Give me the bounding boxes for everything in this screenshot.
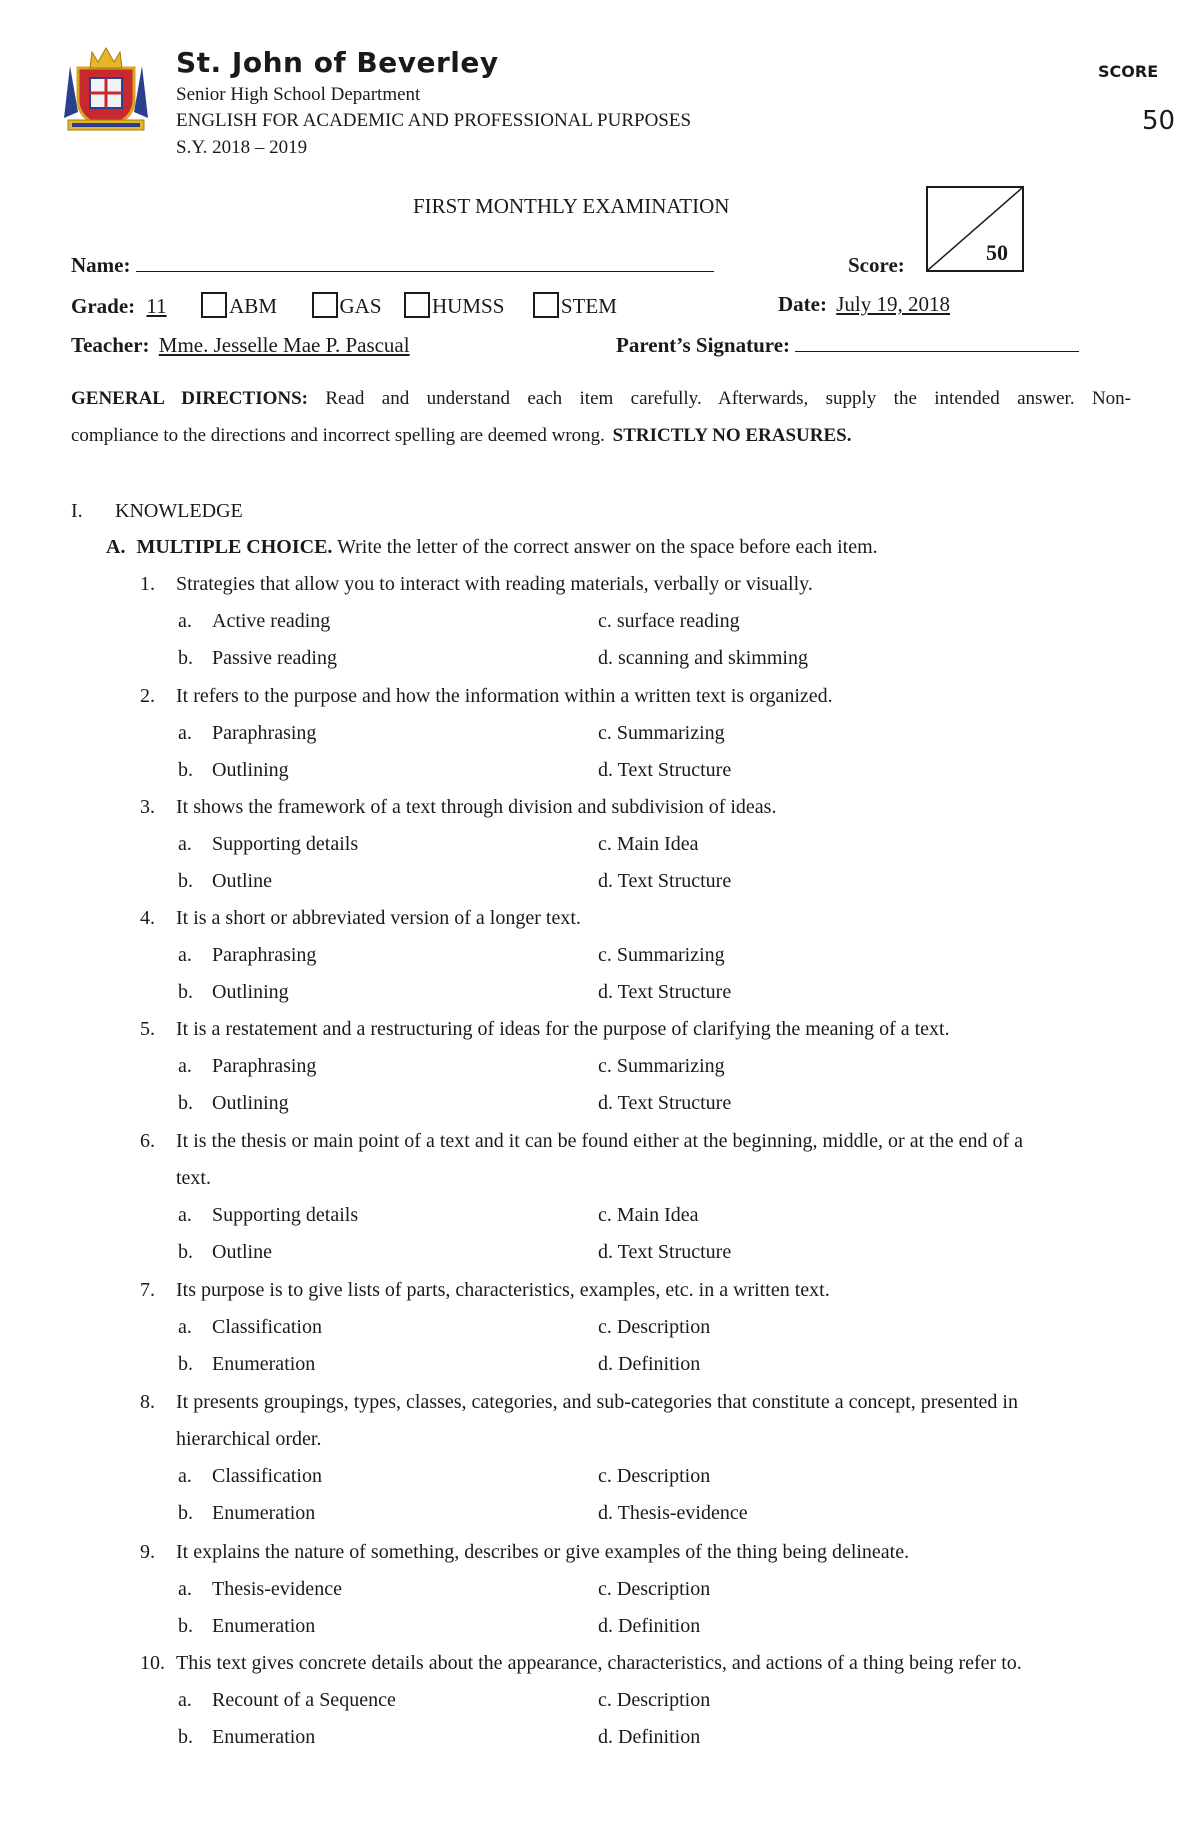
question-text: It presents groupings, types, classes, categories, and sub-categories that constitute a concept, presented in [176, 1391, 1018, 1413]
option-a-letter: a. [178, 722, 192, 744]
name-field[interactable] [136, 253, 714, 272]
strand-humss[interactable] [404, 294, 504, 318]
directions-line-1 [71, 388, 1131, 410]
score-value: 50 [1142, 106, 1176, 136]
option-b-letter: b. [178, 870, 193, 892]
option-b: Outline [212, 870, 272, 892]
option-a-letter: a. [178, 944, 192, 966]
option-b-letter: b. [178, 1092, 193, 1114]
signature-row [616, 333, 1079, 358]
strand-humss-label: HUMSS [432, 294, 505, 318]
subject-title: ENGLISH FOR ACADEMIC AND PROFESSIONAL PURPOSES [176, 110, 692, 131]
option-a: Recount of a Sequence [212, 1689, 396, 1711]
question-text: It is a restatement and a restructuring of ideas for the purpose of clarifying the meaning of a text. [176, 1018, 950, 1040]
option-d: d. Text Structure [598, 1241, 732, 1263]
option-d: d. Definition [598, 1726, 701, 1748]
option-c: c. surface reading [598, 610, 740, 632]
date-row [778, 292, 950, 317]
option-a: Paraphrasing [212, 1055, 317, 1077]
option-c: c. Main Idea [598, 1204, 699, 1226]
section-title: KNOWLEDGE [115, 500, 243, 522]
question-text: Its purpose is to give lists of parts, characteristics, examples, etc. in a written text. [176, 1279, 830, 1301]
exam-title: FIRST MONTHLY EXAMINATION [413, 194, 730, 218]
signature-field[interactable] [795, 333, 1079, 352]
option-c: c. Description [598, 1578, 711, 1600]
option-a-letter: a. [178, 1204, 192, 1226]
strand-stem-label: STEM [560, 294, 617, 318]
date-label: Date: [778, 292, 827, 316]
option-c: c. Main Idea [598, 833, 699, 855]
option-a: Active reading [212, 610, 331, 632]
question-number: 1. [140, 573, 155, 595]
score-field-label: Score: [848, 253, 905, 277]
option-b: Passive reading [212, 647, 337, 669]
strand-stem-checkbox[interactable] [533, 292, 559, 318]
strand-abm-checkbox[interactable] [201, 292, 227, 318]
question-number: 4. [140, 907, 155, 929]
name-row [71, 253, 714, 278]
option-b-letter: b. [178, 1502, 193, 1524]
option-d: d. Definition [598, 1353, 701, 1375]
option-c: c. Description [598, 1465, 711, 1487]
department: Senior High School Department [176, 84, 421, 105]
question-number: 5. [140, 1018, 155, 1040]
teacher-row [71, 333, 410, 358]
question-number: 6. [140, 1130, 155, 1152]
option-c: c. Description [598, 1689, 711, 1711]
school-crest-logo [64, 40, 148, 132]
strand-gas[interactable] [312, 294, 382, 318]
option-c: c. Summarizing [598, 722, 725, 744]
question-text: It refers to the purpose and how the information within a written text is organized. [176, 685, 833, 707]
school-name: St. John of Beverley [176, 46, 499, 79]
section-heading [71, 500, 243, 523]
part-instruction: Write the letter of the correct answer on the space before each item. [337, 536, 878, 558]
question-text: This text gives concrete details about the appearance, characteristics, and actions of a thing being refer to. [176, 1652, 1022, 1674]
directions-line-2 [71, 425, 851, 447]
option-c: c. Summarizing [598, 944, 725, 966]
strand-stem[interactable] [533, 294, 617, 318]
part-heading [106, 536, 878, 559]
option-a: Classification [212, 1316, 322, 1338]
strand-gas-label: GAS [339, 294, 382, 318]
option-b-letter: b. [178, 1353, 193, 1375]
option-b: Outlining [212, 981, 289, 1003]
question-number: 10. [140, 1652, 165, 1674]
school-year: S.Y. 2018 – 2019 [176, 137, 308, 158]
directions-label: GENERAL DIRECTIONS: [71, 388, 308, 409]
option-b: Outline [212, 1241, 272, 1263]
score-box-value: 50 [986, 240, 1008, 265]
question-text: It is a short or abbreviated version of a longer text. [176, 907, 581, 929]
teacher-label: Teacher: [71, 333, 150, 357]
question-text: It shows the framework of a text through division and subdivision of ideas. [176, 796, 777, 818]
score-box [926, 186, 1024, 272]
question-text-continued: hierarchical order. [176, 1428, 322, 1450]
strand-humss-checkbox[interactable] [404, 292, 430, 318]
strand-abm[interactable] [201, 294, 277, 318]
part-title: MULTIPLE CHOICE. [136, 536, 333, 558]
strand-gas-checkbox[interactable] [312, 292, 338, 318]
option-c: c. Description [598, 1316, 711, 1338]
option-d: d. Thesis-evidence [598, 1502, 748, 1524]
option-b: Enumeration [212, 1502, 316, 1524]
option-b-letter: b. [178, 759, 193, 781]
option-a: Paraphrasing [212, 722, 317, 744]
grade-value: 11 [146, 294, 167, 318]
option-a: Supporting details [212, 833, 359, 855]
question-number: 3. [140, 796, 155, 818]
part-letter: A. [106, 536, 126, 558]
option-a-letter: a. [178, 1578, 192, 1600]
question-number: 8. [140, 1391, 155, 1413]
option-a-letter: a. [178, 833, 192, 855]
option-b: Outlining [212, 1092, 289, 1114]
option-a: Supporting details [212, 1204, 359, 1226]
option-d: d. Text Structure [598, 1092, 732, 1114]
option-a: Paraphrasing [212, 944, 317, 966]
name-label: Name: [71, 253, 131, 277]
option-b: Outlining [212, 759, 289, 781]
question-text: Strategies that allow you to interact with reading materials, verbally or visually. [176, 573, 813, 595]
question-text: It explains the nature of something, describes or give examples of the thing being delineate. [176, 1541, 910, 1563]
option-b-letter: b. [178, 647, 193, 669]
option-b: Enumeration [212, 1726, 316, 1748]
strand-abm-label: ABM [229, 294, 277, 318]
option-b: Enumeration [212, 1615, 316, 1637]
option-a-letter: a. [178, 1316, 192, 1338]
option-d: d. Text Structure [598, 870, 732, 892]
directions-text-1: Read and understand each item carefully. Afterwards, supply the intended answer. Non- [325, 388, 1132, 409]
option-b-letter: b. [178, 1241, 193, 1263]
directions-emphasis: STRICTLY NO ERASURES. [612, 425, 852, 446]
option-a-letter: a. [178, 1055, 192, 1077]
score-label: SCORE [1098, 62, 1159, 81]
teacher-value: Mme. Jesselle Mae P. Pascual [158, 333, 410, 357]
directions-text-2: compliance to the directions and incorrect spelling are deemed wrong. [71, 425, 605, 446]
question-number: 7. [140, 1279, 155, 1301]
section-number: I. [71, 500, 83, 522]
option-a: Thesis-evidence [212, 1578, 342, 1600]
option-b: Enumeration [212, 1353, 316, 1375]
date-value: July 19, 2018 [836, 292, 950, 316]
option-d: d. Definition [598, 1615, 701, 1637]
signature-label: Parent’s Signature: [616, 333, 791, 357]
question-number: 9. [140, 1541, 155, 1563]
grade-label: Grade: [71, 294, 136, 318]
option-d: d. Text Structure [598, 759, 732, 781]
question-text: It is the thesis or main point of a text and it can be found either at the beginning, middle, or at the end of a [176, 1130, 1023, 1152]
option-b-letter: b. [178, 1615, 193, 1637]
option-d: d. Text Structure [598, 981, 732, 1003]
option-a-letter: a. [178, 1689, 192, 1711]
question-text-continued: text. [176, 1167, 211, 1189]
question-number: 2. [140, 685, 155, 707]
option-d: d. scanning and skimming [598, 647, 808, 669]
option-a: Classification [212, 1465, 322, 1487]
grade-row [71, 292, 617, 319]
option-b-letter: b. [178, 1726, 193, 1748]
option-c: c. Summarizing [598, 1055, 725, 1077]
option-a-letter: a. [178, 1465, 192, 1487]
option-b-letter: b. [178, 981, 193, 1003]
option-a-letter: a. [178, 610, 192, 632]
